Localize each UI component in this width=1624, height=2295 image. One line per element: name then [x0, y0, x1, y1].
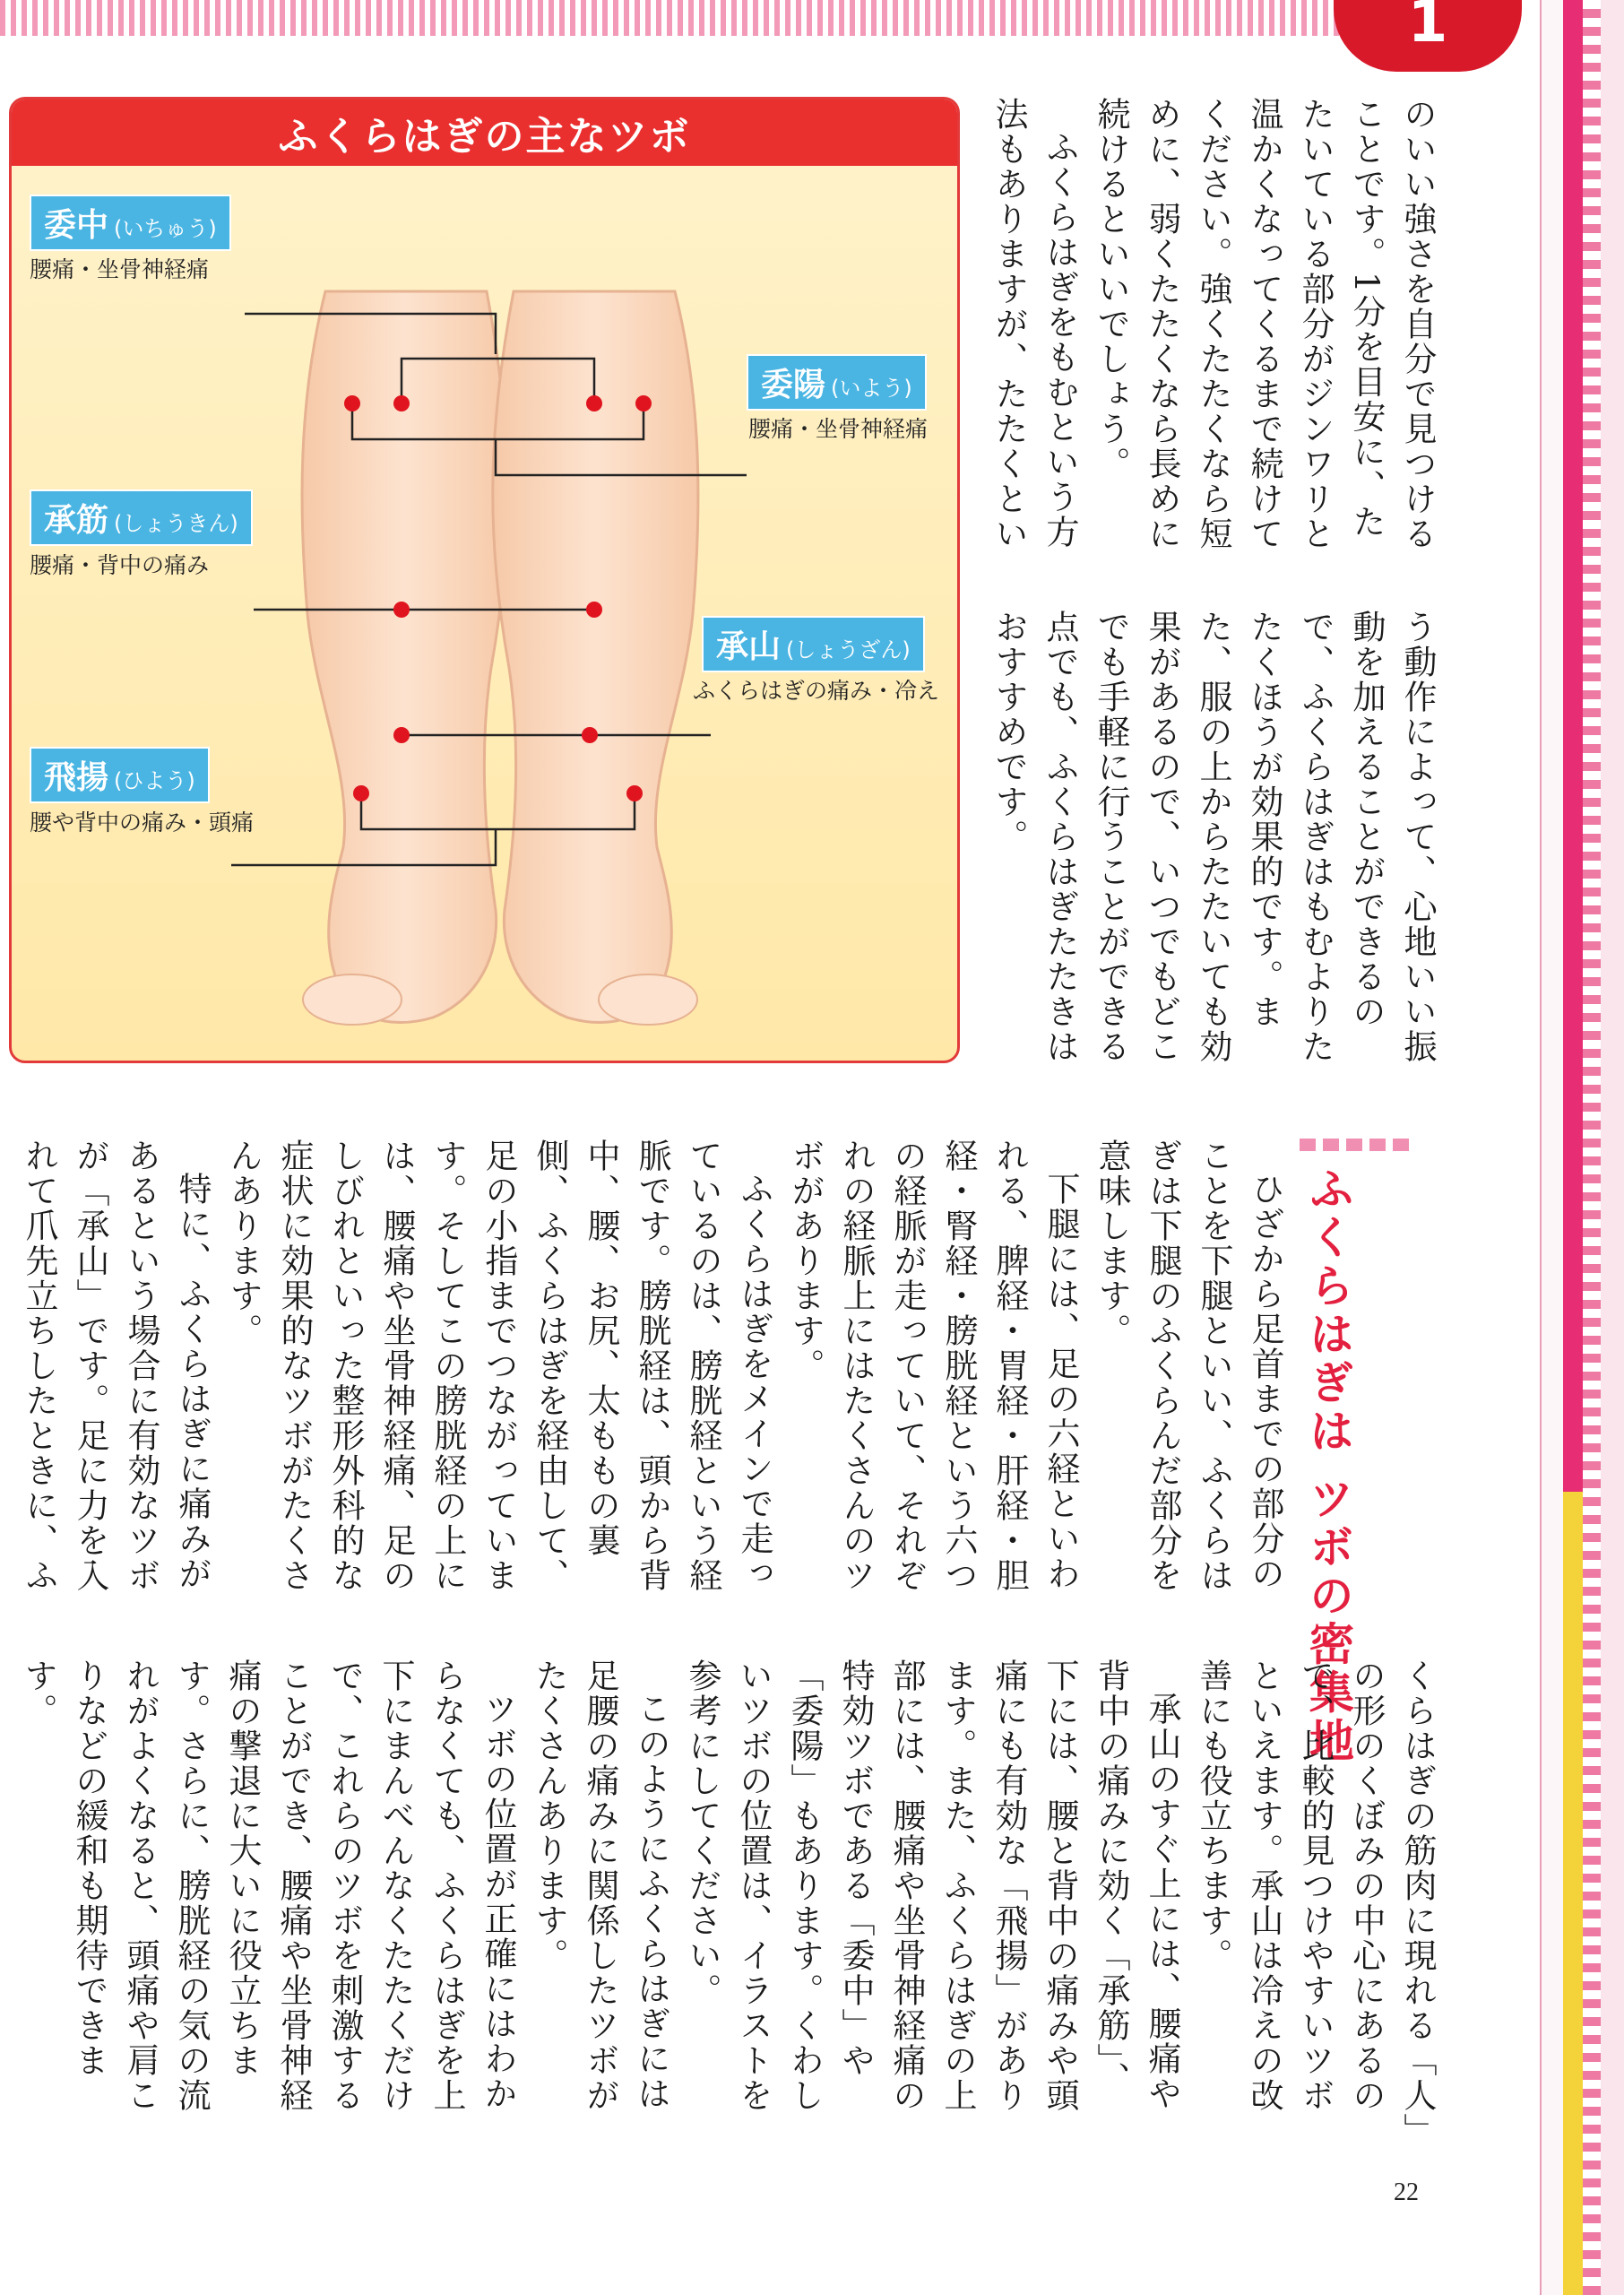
point-name: 委中: [44, 207, 109, 244]
text-line: ます。また、ふくらはぎの上: [938, 1658, 977, 2113]
point-ichu-left: [393, 395, 410, 411]
text-line: といえます。承山は冷えの改: [1245, 1658, 1283, 2113]
text-line: ひざから足首までの部分の: [1246, 1172, 1284, 1591]
text-line: れの経脈上にはたくさんのツ: [837, 1139, 876, 1593]
label-ichu: [30, 195, 231, 251]
label-shokin: [30, 489, 253, 546]
text-line: れる、脾経・胃経・肝経・胆: [990, 1139, 1029, 1593]
text-line: す。さらに、膀胱経の気の流: [172, 1658, 211, 2113]
text-line: 動を加えることができるの: [1347, 610, 1386, 1029]
text-line: ください。強くたたくなら短: [1194, 97, 1232, 551]
text-line: 「委陽」もあります。くわし: [785, 1658, 824, 2113]
text-line: ツボの位置が正確にはわか: [479, 1692, 517, 2111]
text-line: んあります。: [224, 1139, 263, 1348]
lower-text-block: [13, 1658, 1443, 2161]
text-line: 善にも役立ちます。: [1194, 1658, 1232, 1973]
text-line: 特に、ふくらはぎに痛みが: [173, 1172, 212, 1591]
text-line: 脈です。膀胱経は、頭から背: [633, 1139, 671, 1593]
text-line: ふくらはぎをもむという方: [1041, 130, 1079, 550]
legs-drawing: [12, 166, 957, 1061]
text-line: しびれといった整形外科的な: [326, 1139, 365, 1593]
text-line: 下にまんべんなくたたくだけ: [376, 1658, 415, 2113]
desc-ichu: 腰痛・坐骨神経痛: [30, 257, 210, 282]
point-reading: (しょうざん): [786, 637, 911, 663]
text-line: 症状に効果的なツボがたくさ: [275, 1139, 314, 1593]
heading-ornament: [1300, 1139, 1409, 1151]
text-line: 点でも、ふくらはぎたたきは: [1041, 610, 1079, 1064]
text-line: れがよくなると、頭痛や肩こ: [121, 1658, 160, 2113]
text-line: 果があるので、いつでもどこ: [1143, 610, 1181, 1064]
text-line: で、ふくらはぎはもむよりた: [1296, 610, 1335, 1064]
edge-band-outer: [1601, 0, 1624, 2295]
text-line: 中、腰、お尻、太ももの裏: [582, 1139, 620, 1558]
text-line: う動作によって、心地いい振: [1398, 610, 1437, 1064]
desc-iyo: 腰痛・坐骨神経痛: [748, 417, 929, 442]
text-line: の経脈が走っていて、それぞ: [888, 1139, 927, 1593]
text-line: 側、ふくらはぎを経由して、: [531, 1139, 569, 1593]
desc-shozan: ふくらはぎの痛み・冷え: [693, 679, 940, 704]
text-line: 痛にも有効な「飛揚」があり: [989, 1658, 1028, 2113]
text-line: ぎは下腿のふくらんだ部分を: [1144, 1139, 1182, 1593]
text-line: は、腰痛や坐骨神経痛、足の: [377, 1139, 416, 1593]
text-line: りなどの緩和も期待できま: [70, 1658, 108, 2078]
chapter-badge: [1334, 0, 1522, 72]
label-hiyo: [30, 747, 210, 803]
point-shokin-left: [393, 602, 410, 618]
desc-hiyo: 腰や背中の痛み・頭痛: [30, 810, 255, 836]
top-decorative-strip: [0, 0, 1371, 36]
point-name: 承山: [716, 628, 782, 665]
point-name: 飛揚: [44, 759, 109, 796]
point-ichu-right: [586, 395, 602, 411]
desc-shokin: 腰痛・背中の痛み: [30, 553, 210, 578]
text-line: でも手軽に行うことができる: [1092, 610, 1130, 1064]
point-reading: (しょうきん): [114, 511, 238, 536]
point-reading: (いよう): [831, 376, 912, 401]
point-name: 承筋: [44, 502, 109, 539]
text-line: おすすめです。: [989, 610, 1028, 854]
text-line: たくほうが効果的です。ま: [1245, 610, 1283, 1029]
edge-band-stripe: [1583, 0, 1601, 2295]
text-line: ことです。1分を目安に、た: [1347, 97, 1386, 540]
label-shozan: [702, 616, 925, 672]
edge-band: [1540, 0, 1565, 2295]
illustration-title: ふくらはぎの主なツボ: [278, 114, 691, 160]
chapter-number: 1: [1407, 0, 1448, 56]
text-line: 足の小指までつながっていま: [479, 1139, 518, 1593]
text-line: たいている部分がジンワリと: [1296, 97, 1335, 551]
point-iyo-right: [635, 395, 652, 411]
text-line: の形のくぼみの中心にあるの: [1347, 1658, 1386, 2113]
text-line: あるという場合に有効なツボ: [122, 1139, 160, 1593]
text-line: 痛の撃退に大いに役立ちま: [223, 1658, 262, 2078]
text-line: のいい強さを自分で見つける: [1398, 97, 1437, 551]
point-shozan-right: [582, 727, 598, 743]
text-line: くらはぎの筋肉に現れる「人」: [1398, 1658, 1437, 2148]
text-line: めに、弱くたたくなら長めに: [1143, 97, 1181, 551]
text-line: 承山のすぐ上には、腰痛や: [1143, 1692, 1181, 2111]
text-line: ふくらはぎをメインで走っ: [735, 1172, 773, 1591]
point-shokin-right: [586, 602, 602, 618]
text-line: このようにふくらはぎには: [632, 1692, 670, 2111]
text-line: す。: [19, 1658, 57, 1728]
text-line: が「承山」です。足に力を入: [71, 1139, 109, 1593]
text-line: 背中の痛みに効く「承筋」、: [1092, 1658, 1130, 2097]
text-line: 経・腎経・膀胱経という六つ: [939, 1139, 978, 1593]
point-reading: (ひよう): [114, 768, 195, 793]
point-hiyo-left: [353, 785, 369, 801]
middle-text-block: [13, 1139, 1291, 1623]
text-line: 下には、腰と背中の痛みや頭: [1041, 1658, 1079, 2113]
text-line: 続けるといいでしょう。: [1092, 97, 1130, 481]
point-name: 委陽: [761, 367, 826, 403]
text-line: ているのは、膀胱経という経: [684, 1139, 722, 1593]
text-line: ことを下腿といい、ふくらは: [1195, 1139, 1233, 1593]
text-line: 参考にしてください。: [683, 1658, 721, 2008]
point-shozan-left: [393, 727, 410, 743]
text-line: 意味します。: [1093, 1139, 1131, 1348]
text-line: いツボの位置は、イラストを: [734, 1658, 773, 2113]
text-line: 特効ツボである「委中」や: [836, 1658, 875, 2078]
acupoint-illustration: [9, 97, 960, 1063]
section-heading: ふくらはぎは ツボの密集地: [1302, 1165, 1354, 1766]
text-line: す。そしてこの膀胱経の上に: [428, 1139, 467, 1593]
text-line: たくさんあります。: [530, 1658, 568, 1973]
text-line: 法もありますが、たたくとい: [989, 97, 1028, 551]
upper-text-block-2: [983, 610, 1443, 1094]
text-line: 部には、腰痛や坐骨神経痛の: [887, 1658, 926, 2113]
illustration-title-bar: [12, 100, 957, 166]
edge-band-color: [1563, 0, 1583, 2295]
text-line: で、比較的見つけやすいツボ: [1296, 1658, 1335, 2113]
text-line: 温かくなってくるまで続けて: [1245, 97, 1283, 551]
upper-text-block-1: [983, 97, 1443, 599]
label-iyo: [747, 354, 927, 411]
text-line: 下腿には、足の六経といわ: [1041, 1172, 1080, 1591]
text-line: らなくても、ふくらはぎを上: [428, 1658, 466, 2113]
point-iyo-left: [344, 395, 360, 411]
text-line: ボがあります。: [786, 1139, 825, 1383]
point-hiyo-right: [626, 785, 643, 801]
text-line: ことができ、腰痛や坐骨神経: [274, 1658, 313, 2113]
page-number: 22: [1394, 2178, 1419, 2206]
text-line: れて爪先立ちしたときに、ふ: [20, 1139, 58, 1593]
text-line: 足腰の痛みに関係したツボが: [581, 1658, 619, 2113]
text-line: で、これらのツボを刺激する: [325, 1658, 364, 2113]
text-line: た、服の上からたたいても効: [1194, 610, 1232, 1064]
point-reading: (いちゅう): [114, 216, 217, 241]
